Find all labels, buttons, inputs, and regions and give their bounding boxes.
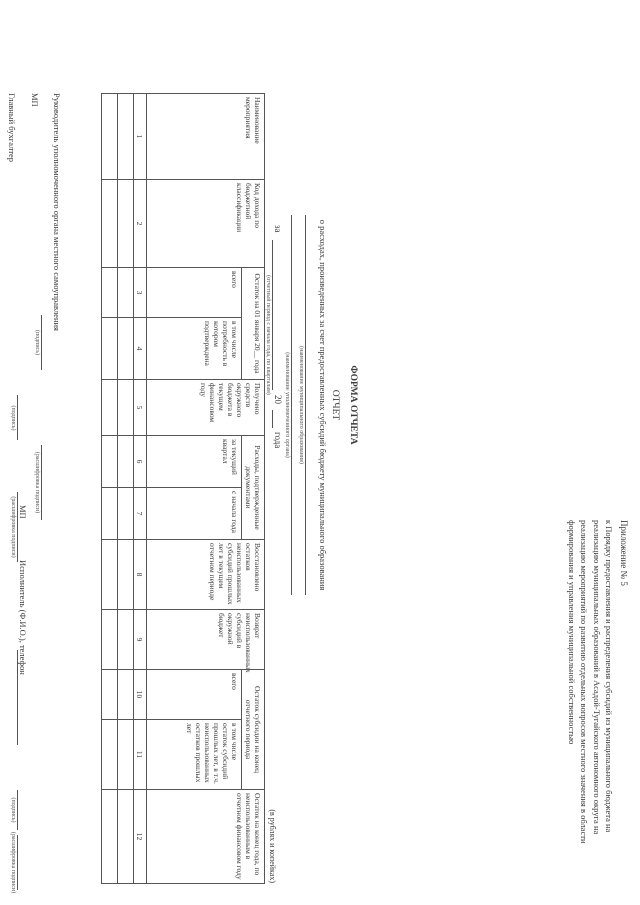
col12-header: Остаток на конец года, по неиспользованным в отчетном финансовом году — [147, 790, 265, 884]
head-decode-line — [41, 445, 42, 520]
appendix-title: Приложение № 5 — [619, 520, 629, 586]
report-subtitle: о расходах, произведенных за счет предоставленных субсидий бюджету муниципального образования — [318, 219, 328, 591]
col8-header: Восстановлено остатков неиспользованных субсидий прошлых лет в текущем отчетном периоде — [147, 540, 265, 610]
period-caption: (отчетный период с начала года, по кварталам) — [265, 275, 271, 395]
appendix-text: к Порядку предоставления и распределения субсидий из муниципального бюджета на реализацию муниципальных образований в Асадой-Тугайского автономного округа на реализацию мероприятий по развитию отдельных вопросов местного значения в области формирования и управления муниципальной собственностью — [567, 520, 615, 844]
table-row — [118, 94, 134, 884]
accountant-signature-line — [17, 395, 18, 440]
col2-header: Код дохода по бюджетной классификации — [147, 180, 265, 268]
head-signature-caption: (подпись) — [34, 330, 40, 355]
executor-signature-caption: (подпись) — [10, 797, 16, 823]
col-number: 11 — [134, 720, 147, 790]
period-line — [272, 240, 273, 390]
col7-header: с начала года — [147, 488, 242, 540]
table-row — [102, 94, 118, 884]
executor-decode-caption: (расшифровка подписи) — [10, 831, 16, 894]
accountant-decode-line — [17, 492, 18, 562]
col-number: 7 — [134, 488, 147, 540]
col6-header: за текущий квартал — [147, 436, 242, 488]
period-suffix: года — [273, 432, 283, 449]
col-number: 8 — [134, 540, 147, 610]
col5-header: Получено средств окружного бюджета в текущем финансовом году — [147, 380, 265, 436]
col-number: 12 — [134, 790, 147, 884]
appendix-block — [566, 520, 631, 865]
executor-label: Исполнитель (Ф.И.О.), телефон — [18, 560, 28, 675]
period-year: 20 — [273, 395, 283, 404]
period-prefix: за — [273, 225, 283, 233]
col-number: 5 — [134, 380, 147, 436]
col-number: 1 — [134, 94, 147, 180]
head-signature-label: Руководитель уполномоченного органа местного самоуправления — [52, 93, 62, 331]
municipality-line — [305, 215, 306, 595]
col-number: 9 — [134, 610, 147, 670]
report-title: ОТЧЕТ — [330, 389, 340, 421]
report-table — [101, 93, 265, 884]
municipality-caption: (наименование муниципального образования) — [298, 346, 304, 464]
col10-header: всего — [147, 670, 242, 720]
year-line — [272, 410, 273, 428]
head-decode-caption: (расшифровка подписи) — [34, 451, 40, 514]
end-balance-header: Остаток субсидии на конец отчетного периода — [242, 670, 265, 790]
body-caption: (наименование уполномоченного органа) — [284, 352, 290, 458]
remainder-header: Остаток на 01 января 20__ года — [242, 268, 265, 380]
col3-header: всего — [147, 268, 242, 318]
mp-stamp-2: МП — [18, 505, 28, 519]
col9-header: Возврат неиспользованных субсидий в окружной бюджет — [147, 610, 265, 670]
header-row-1 — [242, 94, 265, 884]
column-numbers-row — [134, 94, 147, 884]
mp-stamp-1: МП — [30, 93, 40, 107]
accountant-signature-caption: (подпись) — [10, 405, 16, 431]
col-number: 2 — [134, 180, 147, 268]
units-label: (в рублях и копейках) — [268, 809, 277, 883]
col11-header: в том числе остаток субсидий прошлых лет, в т.ч. неиспользованных остатков прошлых лет — [147, 720, 242, 790]
body-line — [291, 215, 292, 595]
col-number: 4 — [134, 318, 147, 380]
col-number: 6 — [134, 436, 147, 488]
expenses-header: Расходы, подтвержденные документами — [242, 436, 265, 540]
col1-header: Наименование мероприятия — [147, 94, 265, 180]
form-title: ФОРМА ОТЧЕТА — [348, 365, 358, 445]
col4-header: в том числе потребность в котором подтверждена — [147, 318, 242, 380]
col-number: 3 — [134, 268, 147, 318]
accountant-label: Главный бухгалтер — [7, 93, 17, 163]
head-signature-line — [41, 315, 42, 370]
accountant-decode-caption: (расшифровка подписи) — [10, 496, 16, 558]
col-number: 10 — [134, 670, 147, 720]
